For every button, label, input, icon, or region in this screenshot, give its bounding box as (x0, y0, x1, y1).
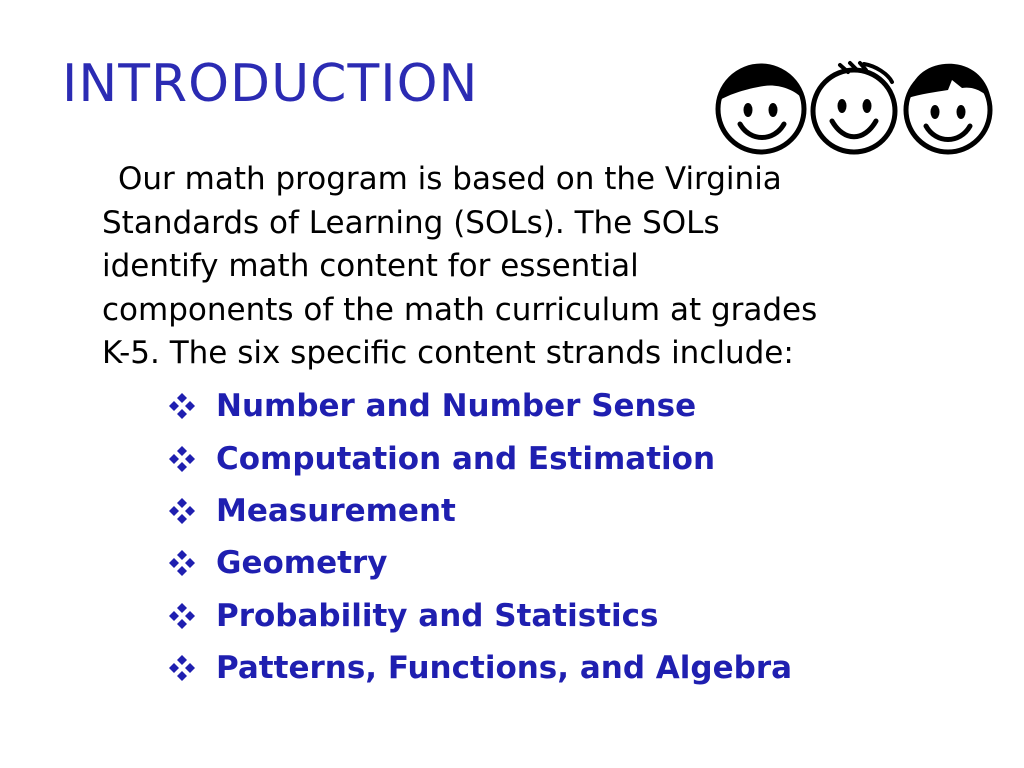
smiley-face-icon (718, 65, 804, 152)
strand-label: Computation and Estimation (216, 440, 716, 477)
three-smiley-faces-icon (712, 58, 996, 158)
list-item (166, 642, 792, 694)
four-diamond-bullet-icon (166, 652, 198, 684)
slide-title: INTRODUCTION (62, 54, 479, 114)
four-diamond-bullet-icon (166, 600, 198, 632)
list-item (166, 537, 792, 589)
intro-line: K-5. The six specific content strands include: (102, 335, 794, 371)
list-item (166, 380, 792, 432)
strand-label: Geometry (216, 545, 388, 582)
list-item (166, 432, 792, 484)
list-item (166, 485, 792, 537)
strand-label: Measurement (216, 492, 456, 529)
intro-line: Our math program is based on the Virginia (118, 161, 782, 197)
intro-paragraph (102, 158, 982, 376)
intro-line: identify math content for essential (102, 248, 639, 284)
strand-label: Probability and Statistics (216, 597, 659, 634)
strand-label: Number and Number Sense (216, 388, 697, 425)
list-item (166, 590, 792, 642)
four-diamond-bullet-icon (166, 443, 198, 475)
intro-line: Standards of Learning (SOLs). The SOLs (102, 204, 720, 241)
four-diamond-bullet-icon (166, 547, 198, 579)
four-diamond-bullet-icon (166, 495, 198, 527)
smiley-face-icon (813, 63, 895, 152)
content-strands-list (166, 380, 792, 694)
four-diamond-bullet-icon (166, 390, 198, 422)
smiley-face-icon (906, 64, 991, 152)
strand-label: Patterns, Functions, and Algebra (216, 650, 793, 687)
intro-line: components of the math curriculum at grades (102, 291, 818, 328)
